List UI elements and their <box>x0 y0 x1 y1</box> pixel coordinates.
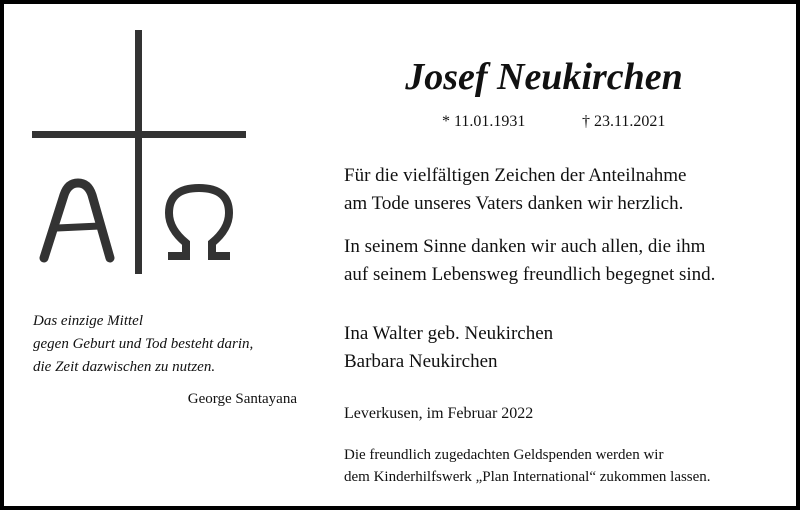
thanks-line: Für die vielfältigen Zeichen der Anteilnahme <box>344 165 687 186</box>
thanks-line: In seinem Sinne danken wir auch allen, die ihm <box>344 236 706 257</box>
thanks-line: auf seinem Lebensweg freundlich begegnet sind. <box>344 264 716 285</box>
birth-date: * 11.01.1931 <box>442 113 526 130</box>
signer-name: Barbara Neukirchen <box>344 351 498 372</box>
cross-alpha-omega-graphic <box>32 30 248 276</box>
donation-note <box>344 444 711 488</box>
thanks-paragraph <box>344 162 686 218</box>
place-date: Leverkusen, im Februar 2022 <box>344 405 534 422</box>
alpha-crossbar <box>57 226 100 228</box>
quote-author: George Santayana <box>187 391 297 407</box>
signers-block <box>344 320 553 376</box>
thanks-paragraph-2 <box>344 233 715 289</box>
omega-letter <box>168 188 230 256</box>
alpha-letter <box>44 183 110 258</box>
donation-line: Die freundlich zugedachten Geldspenden werden wir <box>344 447 664 463</box>
donation-line: dem Kinderhilfswerk „Plan International“ zukommen lassen. <box>344 469 711 485</box>
cross-vertical-bar <box>135 30 142 274</box>
cross-horizontal-bar <box>32 131 246 138</box>
quote-block <box>33 310 303 407</box>
quote-line: gegen Geburt und Tod besteht darin, <box>33 336 254 352</box>
thanks-line: am Tode unseres Vaters danken wir herzlich. <box>344 193 684 214</box>
quote-line: die Zeit dazwischen zu nutzen. <box>33 359 216 375</box>
deceased-name: Josef Neukirchen <box>405 56 683 98</box>
death-date: † 23.11.2021 <box>582 113 666 130</box>
signer-name: Ina Walter geb. Neukirchen <box>344 323 554 344</box>
quote-line: Das einzige Mittel <box>33 313 143 329</box>
cross-alpha-omega-icon <box>32 30 248 276</box>
